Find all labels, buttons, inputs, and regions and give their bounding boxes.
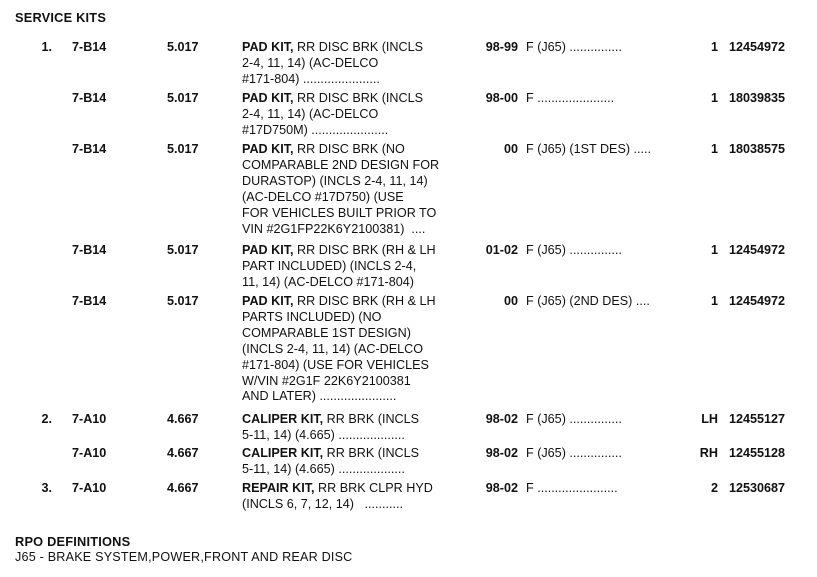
quantity: LH xyxy=(701,412,718,426)
quantity: 1 xyxy=(710,91,718,105)
model-years: 98-02 xyxy=(485,446,518,460)
quantity: 1 xyxy=(710,40,718,54)
quantity: 2 xyxy=(710,481,718,495)
model-years: 98-02 xyxy=(485,481,518,495)
figure-ref: 7-A10 xyxy=(72,446,107,460)
quantity: RH xyxy=(699,446,718,460)
item-number: 1. xyxy=(41,40,52,54)
part-description: REPAIR KIT, RR BRK CLPR HYD (INCLS 6, 7, 12, 14) ........... xyxy=(242,481,433,511)
part-number: 12454972 xyxy=(729,294,786,308)
section-ref: 5.017 xyxy=(167,294,199,308)
quantity: 1 xyxy=(710,142,718,156)
part-number: 18038575 xyxy=(729,142,786,156)
part-name: PAD KIT, xyxy=(242,40,294,54)
part-description: PAD KIT, RR DISC BRK (INCLS 2-4, 11, 14) (AC-DELCO #171-804) ...................... xyxy=(242,40,424,86)
model-years: 00 xyxy=(503,142,518,156)
part-name: PAD KIT, xyxy=(242,142,294,156)
part-name: PAD KIT, xyxy=(242,243,294,257)
model-years: 98-99 xyxy=(485,40,518,54)
model-years: 01-02 xyxy=(485,243,518,257)
part-description: CALIPER KIT, RR BRK (INCLS 5-11, 14) (4.665) ................... xyxy=(242,412,420,442)
application: F (J65) ............... xyxy=(526,243,622,257)
section-ref: 4.667 xyxy=(167,481,199,495)
section-title: SERVICE KITS xyxy=(15,10,107,25)
part-number: 12530687 xyxy=(729,481,786,495)
application: F ....................... xyxy=(526,481,618,495)
quantity: 1 xyxy=(710,294,718,308)
figure-ref: 7-B14 xyxy=(72,294,107,308)
quantity: 1 xyxy=(710,243,718,257)
figure-ref: 7-B14 xyxy=(72,40,107,54)
part-description: PAD KIT, RR DISC BRK (RH & LH PART INCLUDED) (INCLS 2-4, 11, 14) (AC-DELCO #171-804) xyxy=(242,243,436,289)
section-ref: 4.667 xyxy=(167,446,199,460)
part-number: 12454972 xyxy=(729,243,786,257)
section-ref: 5.017 xyxy=(167,40,199,54)
section-ref: 5.017 xyxy=(167,91,199,105)
section-ref: 5.017 xyxy=(167,243,199,257)
item-number: 3. xyxy=(41,481,52,495)
part-number: 18039835 xyxy=(729,91,786,105)
figure-ref: 7-B14 xyxy=(72,142,107,156)
model-years: 00 xyxy=(503,294,518,308)
application: F (J65) (2ND DES) .... xyxy=(526,294,650,308)
rpo-title: RPO DEFINITIONS xyxy=(15,534,131,549)
rpo-definition-j65: J65 - BRAKE SYSTEM,POWER,FRONT AND REAR DISC xyxy=(15,550,353,564)
figure-ref: 7-A10 xyxy=(72,481,107,495)
section-ref: 4.667 xyxy=(167,412,199,426)
part-description: PAD KIT, RR DISC BRK (NO COMPARABLE 2ND DESIGN FOR DURASTOP) (INCLS 2-4, 11, 14) (AC-DELCO #17D750) (USE FOR VEHICLES BUILT PRIOR TO VIN #2G1FP22K6Y2100381) .... xyxy=(242,142,440,236)
part-name: CALIPER KIT, xyxy=(242,412,324,426)
application: F (J65) ............... xyxy=(526,446,622,460)
part-description: PAD KIT, RR DISC BRK (INCLS 2-4, 11, 14) (AC-DELCO #17D750M) ...................... xyxy=(242,91,424,137)
application: F ...................... xyxy=(526,91,615,105)
part-description: PAD KIT, RR DISC BRK (RH & LH PARTS INCLUDED) (NO COMPARABLE 1ST DESIGN) (INCLS 2-4, 11, 14) (AC-DELCO #171-804) (USE FOR VEHICLES W/VIN #2G1F 22K6Y2100381 AND LATER) ...................... xyxy=(242,294,436,404)
application: F (J65) ............... xyxy=(526,40,622,54)
part-name: REPAIR KIT, xyxy=(242,481,315,495)
item-number: 2. xyxy=(41,412,52,426)
application: F (J65) ............... xyxy=(526,412,622,426)
application: F (J65) (1ST DES) ..... xyxy=(526,142,652,156)
part-number: 12455127 xyxy=(729,412,786,426)
model-years: 98-02 xyxy=(485,412,518,426)
model-years: 98-00 xyxy=(485,91,518,105)
figure-ref: 7-A10 xyxy=(72,412,107,426)
part-description: CALIPER KIT, RR BRK (INCLS 5-11, 14) (4.665) ................... xyxy=(242,446,420,476)
part-name: PAD KIT, xyxy=(242,91,294,105)
section-ref: 5.017 xyxy=(167,142,199,156)
part-name: CALIPER KIT, xyxy=(242,446,324,460)
part-number: 12455128 xyxy=(729,446,786,460)
part-number: 12454972 xyxy=(729,40,786,54)
part-name: PAD KIT, xyxy=(242,294,294,308)
figure-ref: 7-B14 xyxy=(72,91,107,105)
figure-ref: 7-B14 xyxy=(72,243,107,257)
